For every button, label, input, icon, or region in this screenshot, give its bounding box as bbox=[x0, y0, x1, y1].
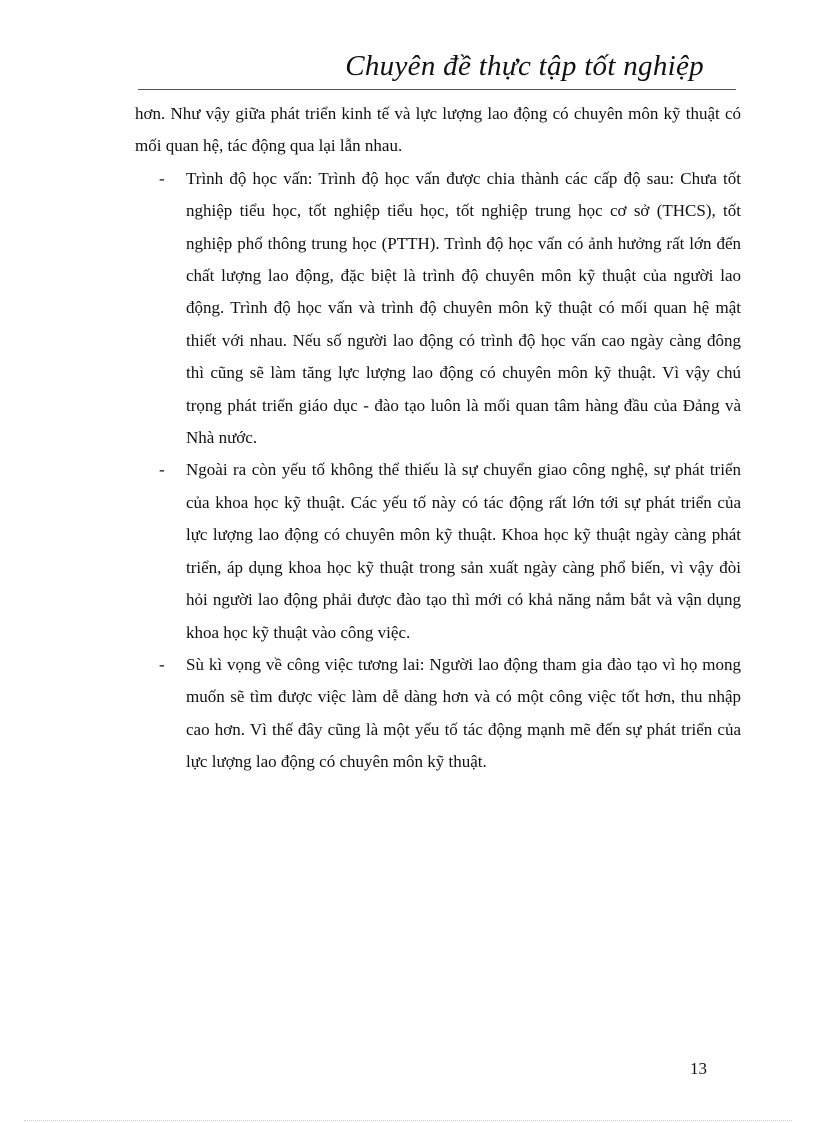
intro-paragraph: hơn. Như vậy giữa phát triển kinh tế và lực lượng lao động có chuyên môn kỹ thuật có mối quan hệ, tác động qua lại lẫn nhau. bbox=[135, 104, 741, 156]
document-body bbox=[135, 98, 741, 779]
bullet-text: Ngoài ra còn yếu tố không thể thiếu là sự chuyển giao công nghệ, sự phát triển của khoa học kỹ thuật. Các yếu tố này có tác động rất lớn tới sự phát triển của lực lượng lao động có chuyên môn kỹ thuật. Khoa học kỹ thuật ngày càng phát triển, áp dụng khoa học kỹ thuật trong sản xuất ngày càng phổ biến, vì vậy đòi hỏi người lao động phải được đào tạo thì mới có khả năng nắm bắt và vận dụng khoa học kỹ thuật vào công việc. bbox=[186, 460, 741, 642]
page-number: 13 bbox=[690, 1059, 707, 1078]
page-header-title: Chuyên đề thực tập tốt nghiệp bbox=[345, 50, 704, 82]
bullet-marker: - bbox=[159, 168, 165, 188]
bullet-item-technology bbox=[135, 454, 741, 648]
bullet-item-education bbox=[135, 163, 741, 455]
bullet-marker: - bbox=[159, 460, 165, 480]
bullet-text: Trình độ học vấn: Trình độ học vấn được chia thành các cấp độ sau: Chưa tốt nghiệp tiểu học, tốt nghiệp tiểu học, tốt nghiệp trung học cơ sở (THCS), tốt nghiệp phổ thông trung học (PTTH). Trình độ học vấn có ảnh hưởng rất lớn đến chất lượng lao động, đặc biệt là trình độ chuyên môn kỹ thuật của người lao động. Trình độ học vấn và trình độ chuyên môn kỹ thuật có mối quan hệ mật thiết với nhau. Nếu số người lao động có trình độ học vấn cao ngày càng đông thì cũng sẽ làm tăng lực lượng lao động có chuyên môn kỹ thuật. Vì vậy chú trọng phát triển giáo dục - đào tạo luôn là mối quan tâm hàng đầu của Đảng và Nhà nước. bbox=[186, 168, 741, 448]
page-bottom-border bbox=[24, 1120, 792, 1121]
header-divider bbox=[138, 89, 736, 90]
bullet-item-expectations bbox=[135, 649, 741, 779]
bullet-marker: - bbox=[159, 654, 165, 674]
bullet-text: Sù kì vọng về công việc tương lai: Người lao động tham gia đào tạo vì họ mong muốn sẽ tìm được việc làm dễ dàng hơn và có một công việc tốt hơn, thu nhập cao hơn. Vì thế đây cũng là một yếu tố tác động mạnh mẽ đến sự phát triển của lực lượng lao động có chuyên môn kỹ thuật. bbox=[186, 654, 741, 772]
